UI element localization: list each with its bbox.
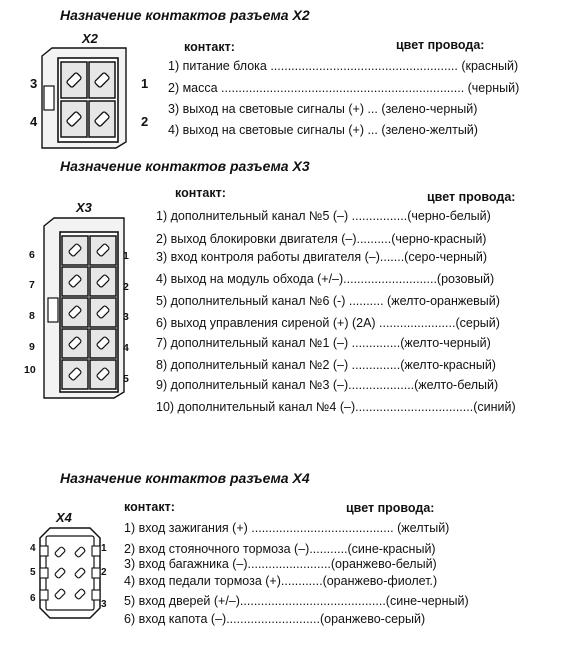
x3-pin-8-label: 8 (29, 310, 35, 322)
x4-row: 2) вход стояночного тормоза (–)...........(сине-красный) (124, 542, 436, 556)
x4-header-color: цвет провода: (346, 501, 435, 515)
x3-row: 8) дополнительный канал №2 (–) ..............(желто-красный) (156, 358, 496, 372)
x3-row: 10) дополнительный канал №4 (–)..................................(синий) (156, 400, 516, 414)
x3-pin-3-label: 3 (123, 311, 129, 323)
x2-header-contact: контакт: (184, 40, 235, 54)
connector-label-x3: X3 (76, 200, 92, 215)
x3-header-color: цвет провода: (427, 190, 516, 204)
connector-x3-diagram (44, 218, 130, 400)
section-title-x2: Назначение контактов разъема X2 (60, 7, 310, 23)
section-title-x4: Назначение контактов разъема X4 (60, 470, 310, 486)
x2-row: 1) питание блока ...................................................... (красный) (168, 59, 519, 73)
connector-label-x4: X4 (56, 510, 72, 525)
x4-row: 6) вход капота (–)...........................(оранжево-серый) (124, 612, 426, 626)
x3-pin-4-label: 4 (123, 342, 129, 354)
x3-pin-6-label: 6 (29, 249, 35, 261)
x3-header-contact: контакт: (175, 186, 226, 200)
connector-label-x2: X2 (82, 31, 98, 46)
x2-pin-3-label: 3 (30, 76, 38, 91)
x3-pin-5-label: 5 (123, 373, 129, 385)
connector-x2-diagram (42, 48, 132, 150)
x2-pin-2-label: 2 (141, 114, 149, 129)
x3-row: 1) дополнительный канал №5 (–) ................(черно-белый) (156, 209, 491, 223)
x3-pin-9-label: 9 (29, 341, 35, 353)
connector-x4-diagram (40, 528, 100, 618)
x4-pin-2-label: 2 (101, 567, 107, 578)
x3-row: 7) дополнительный канал №1 (–) ..............(желто-черный) (156, 336, 491, 350)
x4-row: 4) вход педали тормоза (+)............(оранжево-фиолет.) (124, 574, 438, 588)
x4-header-contact: контакт: (124, 500, 175, 514)
x3-row: 5) дополнительный канал №6 (-) .......... (желто-оранжевый) (156, 294, 500, 308)
x2-row: 4) выход на световые сигналы (+) ... (зелено-желтый) (168, 123, 478, 137)
x3-row: 6) выход управления сиреной (+) (2А) ......................(серый) (156, 316, 500, 330)
section-title-x3: Назначение контактов разъема X3 (60, 158, 310, 174)
x4-row: 3) вход багажника (–)........................(оранжево-белый) (124, 557, 437, 571)
x4-pin-3-label: 3 (101, 599, 107, 610)
x3-pin-10-label: 10 (24, 364, 36, 376)
x3-row: 3) вход контроля работы двигателя (–).......(серо-черный) (156, 250, 488, 264)
x2-row: 3) выход на световые сигналы (+) ... (зелено-черный) (168, 102, 478, 116)
x4-pin-5-label: 5 (30, 567, 36, 578)
x3-row: 4) выход на модуль обхода (+/–)...........................(розовый) (156, 272, 495, 286)
x3-pin-1-label: 1 (123, 250, 129, 262)
x3-row: 9) дополнительный канал №3 (–)...................(желто-белый) (156, 378, 499, 392)
x2-pin-4-label: 4 (30, 114, 38, 129)
x4-row: 5) вход дверей (+/–)..........................................(сине-черный) (124, 594, 469, 608)
x3-row: 2) выход блокировки двигателя (–)..........(черно-красный) (156, 232, 487, 246)
x2-pin-1-label: 1 (141, 76, 149, 91)
x3-pin-2-label: 2 (123, 281, 129, 293)
x3-pin-7-label: 7 (29, 279, 35, 291)
x2-row: 2) масса ...................................................................... (черный) (168, 81, 520, 95)
x4-pin-4-label: 4 (30, 543, 36, 554)
x2-header-color: цвет провода: (396, 38, 485, 52)
x4-pin-1-label: 1 (101, 543, 107, 554)
x4-row: 1) вход зажигания (+) ......................................... (желтый) (124, 521, 450, 535)
x4-pin-6-label: 6 (30, 593, 36, 604)
